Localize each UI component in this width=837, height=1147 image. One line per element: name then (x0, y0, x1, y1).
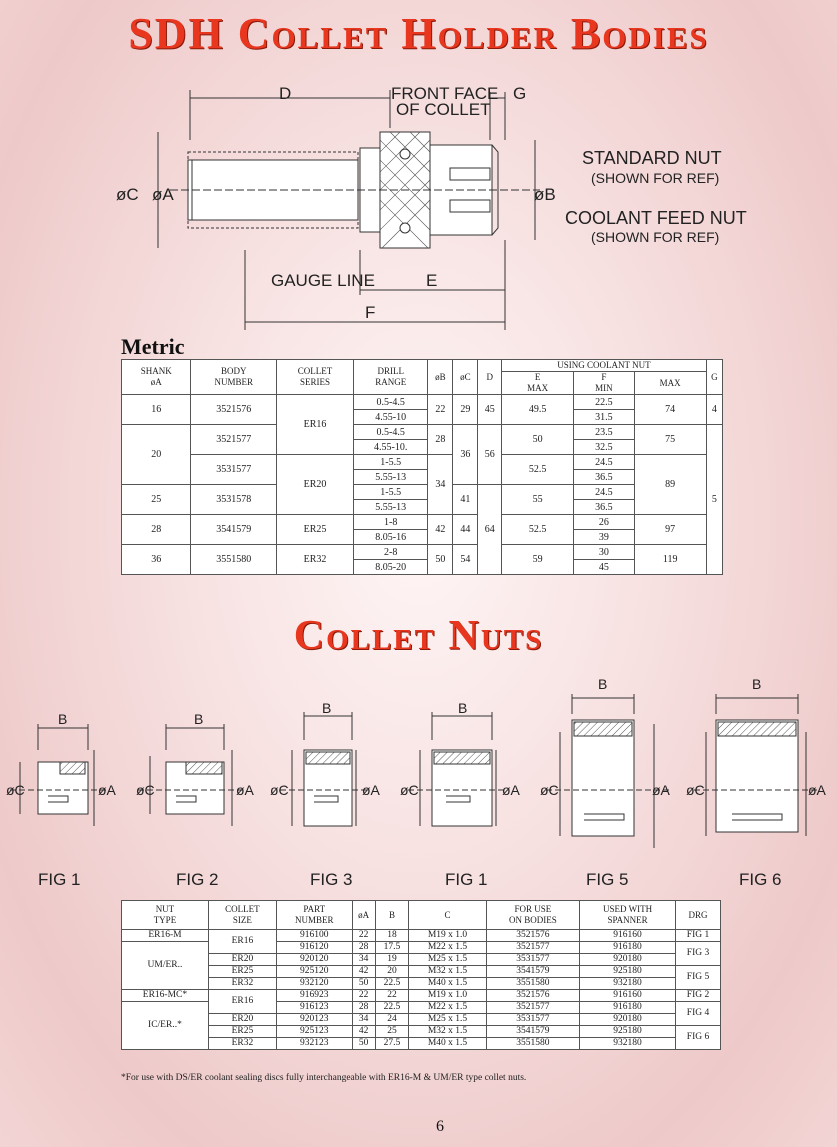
table-cell: 4.55-10. (354, 440, 428, 455)
dim-e-label: E (426, 271, 438, 290)
table-cell: 36 (453, 425, 478, 485)
table-cell: FIG 1 (676, 930, 721, 942)
fig-label: FIG 3 (310, 870, 353, 889)
table-cell: 916160 (580, 930, 676, 942)
fig-label: FIG 6 (739, 870, 782, 889)
page-title: SDH Collet Holder Bodies (128, 9, 709, 58)
table-cell: 920120 (276, 954, 352, 966)
table-cell: 20 (375, 966, 409, 978)
table-cell: 45 (574, 560, 634, 575)
table-row (122, 930, 721, 942)
table-cell: 56 (478, 425, 502, 485)
metric-table (121, 359, 723, 575)
table-cell: M25 x 1.5 (409, 1014, 486, 1026)
table-cell: ER16-MC* (122, 990, 209, 1002)
header-drg: DRG (676, 901, 721, 930)
table-cell: 3551580 (191, 545, 277, 575)
standard-nut-label: STANDARD NUT (582, 148, 722, 168)
table-cell: 52.5 (502, 515, 574, 545)
table-cell: 22 (375, 990, 409, 1002)
table-cell: FIG 6 (676, 1026, 721, 1050)
table-cell: ER32 (208, 1038, 276, 1050)
table-cell: 3541579 (486, 966, 579, 978)
table-cell: 55 (502, 485, 574, 515)
header-body: BODY NUMBER (191, 360, 277, 395)
table-cell: 932180 (580, 1038, 676, 1050)
table-cell: 5.55-13 (354, 470, 428, 485)
table-cell: 3531578 (191, 485, 277, 515)
table-cell: 932123 (276, 1038, 352, 1050)
table-cell: 34 (352, 954, 375, 966)
table-cell: 42 (352, 966, 375, 978)
section-title-nuts: Collet Nuts (293, 613, 544, 659)
table-cell: 3521576 (191, 395, 277, 425)
table-cell: 920180 (580, 1014, 676, 1026)
table-cell: M22 x 1.5 (409, 942, 486, 954)
header-c: øC (453, 360, 478, 395)
table-cell: M32 x 1.5 (409, 1026, 486, 1038)
table-cell: 925180 (580, 1026, 676, 1038)
table-cell: 22.5 (375, 978, 409, 990)
table-cell: ER20 (208, 954, 276, 966)
header-using-coolant: USING COOLANT NUT (502, 360, 706, 372)
header-b: B (375, 901, 409, 930)
table-cell: ER16 (208, 930, 276, 954)
dim-g-label: G (513, 84, 527, 103)
table-cell: 24 (375, 1014, 409, 1026)
table-cell: M40 x 1.5 (409, 1038, 486, 1050)
table-cell: 29 (453, 395, 478, 425)
header-d: D (478, 360, 502, 395)
table-cell: 925120 (276, 966, 352, 978)
table-cell: IC/ER..* (122, 1002, 209, 1050)
table-cell: 25 (375, 1026, 409, 1038)
table-cell: FIG 3 (676, 942, 721, 966)
table-cell: M19 x 1.0 (409, 990, 486, 1002)
table-cell: 1-5.5 (354, 455, 428, 470)
table-cell: 19 (375, 954, 409, 966)
nut-fig-b-label: B (58, 711, 68, 727)
metric-heading: Metric (121, 334, 185, 359)
table-cell: 17.5 (375, 942, 409, 954)
header-e: E MAX (502, 372, 574, 395)
table-cell: 28 (428, 425, 453, 455)
header-nut-type: NUT TYPE (122, 901, 209, 930)
table-cell: 3521577 (486, 1002, 579, 1014)
table-cell: ER25 (208, 966, 276, 978)
table-cell: 3531577 (191, 455, 277, 485)
header-spanner: USED WITH SPANNER (580, 901, 676, 930)
table-cell: 8.05-20 (354, 560, 428, 575)
nut-fig-c-label: øC (540, 782, 559, 798)
table-cell: 36.5 (574, 470, 634, 485)
table-row (122, 966, 721, 978)
dim-b-label: øB (534, 185, 556, 204)
table-cell: 22 (352, 990, 375, 1002)
table-cell: 50 (352, 1038, 375, 1050)
table-cell: 3521576 (486, 930, 579, 942)
table-cell: ER20 (277, 455, 354, 515)
front-face-label-2: OF COLLET (396, 100, 491, 119)
table-cell: 8.05-16 (354, 530, 428, 545)
table-cell: 31.5 (574, 410, 634, 425)
table-cell: 3531577 (486, 1014, 579, 1026)
table-cell: 20 (122, 425, 191, 485)
table-cell: 4.55-10 (354, 410, 428, 425)
table-cell: 50 (428, 545, 453, 575)
table-cell: ER32 (277, 545, 354, 575)
fig-label: FIG 5 (586, 870, 629, 889)
table-cell: 3521576 (486, 990, 579, 1002)
table-cell: 59 (502, 545, 574, 575)
table-cell: 3551580 (486, 978, 579, 990)
dim-a-label: øA (152, 185, 174, 204)
table-cell: 42 (352, 1026, 375, 1038)
fig-label: FIG 2 (176, 870, 219, 889)
nut-fig-a-label: øA (502, 782, 520, 798)
table-cell: FIG 2 (676, 990, 721, 1002)
nut-fig-b-label: B (752, 676, 762, 692)
table-cell: 28 (122, 515, 191, 545)
table-cell: FIG 5 (676, 966, 721, 990)
table-cell: 16 (122, 395, 191, 425)
table-cell: 916160 (580, 990, 676, 1002)
table-cell: 28 (352, 1002, 375, 1014)
table-row (122, 1038, 721, 1050)
table-cell: 916180 (580, 942, 676, 954)
table-cell: 44 (453, 515, 478, 545)
table-cell: M40 x 1.5 (409, 978, 486, 990)
nut-fig-b-label: B (322, 700, 332, 716)
table-row (122, 954, 721, 966)
table-row (122, 978, 721, 990)
coolant-nut-label: COOLANT FEED NUT (565, 208, 747, 228)
table-cell: 49.5 (502, 395, 574, 425)
table-cell: 41 (453, 485, 478, 515)
nut-fig-b-label: B (458, 700, 468, 716)
table-cell: 25 (122, 485, 191, 515)
header-collet-size: COLLET SIZE (208, 901, 276, 930)
nut-fig-a-label: øA (808, 782, 826, 798)
table-cell: 34 (352, 1014, 375, 1026)
table-cell: 36.5 (574, 500, 634, 515)
header-c: C (409, 901, 486, 930)
table-cell: 22 (352, 930, 375, 942)
table-cell: 1-5.5 (354, 485, 428, 500)
table-cell: 925123 (276, 1026, 352, 1038)
header-g: G (706, 360, 722, 395)
nut-fig-a-label: øA (362, 782, 380, 798)
header-drill: DRILL RANGE (354, 360, 428, 395)
table-cell: 3541579 (191, 515, 277, 545)
table-row (122, 1026, 721, 1038)
table-cell: 932120 (276, 978, 352, 990)
coolant-nut-ref: (SHOWN FOR REF) (591, 229, 720, 245)
table-cell: 22 (428, 395, 453, 425)
header-part-number: PART NUMBER (276, 901, 352, 930)
table-cell: 74 (634, 395, 706, 425)
table-cell: ER16 (208, 990, 276, 1014)
table-cell: 5 (706, 425, 722, 575)
table-cell: M19 x 1.0 (409, 930, 486, 942)
table-cell: FIG 4 (676, 1002, 721, 1026)
fig-label: FIG 1 (445, 870, 488, 889)
header-a: øA (352, 901, 375, 930)
table-cell: ER16-M (122, 930, 209, 942)
header-shank: SHANK øA (122, 360, 191, 395)
table-cell: 64 (478, 485, 502, 575)
table-cell: 916923 (276, 990, 352, 1002)
table-cell: 3521577 (191, 425, 277, 455)
table-cell: 916100 (276, 930, 352, 942)
nut-fig-c-label: øC (136, 782, 155, 798)
fig-label: FIG 1 (38, 870, 81, 889)
nut-fig-a-label: øA (98, 782, 116, 798)
table-cell: 97 (634, 515, 706, 545)
table-cell: ER16 (277, 395, 354, 455)
table-cell: 50 (502, 425, 574, 455)
nut-fig-c-label: øC (686, 782, 705, 798)
header-b: øB (428, 360, 453, 395)
table-cell: 39 (574, 530, 634, 545)
table-cell: 45 (478, 395, 502, 425)
table-cell: 22.5 (574, 395, 634, 410)
table-cell: 925180 (580, 966, 676, 978)
dim-d-label: D (279, 84, 292, 103)
nut-fig-a-label: øA (652, 782, 670, 798)
table-cell: M22 x 1.5 (409, 1002, 486, 1014)
table-cell: 52.5 (502, 455, 574, 485)
table-cell: 916180 (580, 1002, 676, 1014)
footnote: *For use with DS/ER coolant sealing discs fully interchangeable with ER16-M & UM/ER type collet nuts. (121, 1073, 527, 1083)
table-cell: UM/ER.. (122, 942, 209, 990)
nut-fig-c-label: øC (6, 782, 25, 798)
nut-fig-c-label: øC (270, 782, 289, 798)
collet-nut-figures (0, 690, 837, 870)
table-cell: ER25 (208, 1026, 276, 1038)
table-cell: ER25 (277, 515, 354, 545)
table-cell: 1-8 (354, 515, 428, 530)
header-fmin: F MIN (574, 372, 634, 395)
header-fmax: MAX (634, 372, 706, 395)
table-cell: 916120 (276, 942, 352, 954)
dim-c-label: øC (116, 185, 139, 204)
table-cell: 0.5-4.5 (354, 395, 428, 410)
table-cell: 27.5 (375, 1038, 409, 1050)
table-cell: ER32 (208, 978, 276, 990)
table-cell: 32.5 (574, 440, 634, 455)
table-row (122, 1014, 721, 1026)
nut-fig-a-label: øA (236, 782, 254, 798)
nut-fig-b-label: B (598, 676, 608, 692)
table-cell: 4 (706, 395, 722, 425)
table-cell: 26 (574, 515, 634, 530)
table-cell: 34 (428, 455, 453, 515)
standard-nut-ref: (SHOWN FOR REF) (591, 170, 720, 186)
table-cell: 24.5 (574, 455, 634, 470)
table-cell: 920180 (580, 954, 676, 966)
table-cell: 3531577 (486, 954, 579, 966)
table-cell: 30 (574, 545, 634, 560)
page-number: 6 (436, 1118, 444, 1135)
table-cell: 54 (453, 545, 478, 575)
table-cell: 5.55-13 (354, 500, 428, 515)
table-cell: 3541579 (486, 1026, 579, 1038)
table-cell: 36 (122, 545, 191, 575)
nut-fig-b-label: B (194, 711, 204, 727)
table-cell: 932180 (580, 978, 676, 990)
table-cell: 24.5 (574, 485, 634, 500)
header-collet: COLLET SERIES (277, 360, 354, 395)
table-cell: 2-8 (354, 545, 428, 560)
nut-fig-c-label: øC (400, 782, 419, 798)
table-cell: 89 (634, 455, 706, 515)
table-cell: 50 (352, 978, 375, 990)
table-cell: 23.5 (574, 425, 634, 440)
table-cell: 920123 (276, 1014, 352, 1026)
table-cell: ER20 (208, 1014, 276, 1026)
dim-f-label: F (365, 303, 376, 322)
table-cell: 75 (634, 425, 706, 455)
table-cell: 42 (428, 515, 453, 545)
table-cell: M32 x 1.5 (409, 966, 486, 978)
table-cell: 119 (634, 545, 706, 575)
table-cell: M25 x 1.5 (409, 954, 486, 966)
gauge-line-label: GAUGE LINE (271, 271, 375, 290)
table-cell: 916123 (276, 1002, 352, 1014)
table-cell: 0.5-4.5 (354, 425, 428, 440)
table-cell: 3551580 (486, 1038, 579, 1050)
table-cell: 22.5 (375, 1002, 409, 1014)
table-cell: 18 (375, 930, 409, 942)
header-for-use: FOR USE ON BODIES (486, 901, 579, 930)
table-row (122, 990, 721, 1002)
table-cell: 3521577 (486, 942, 579, 954)
table-cell: 28 (352, 942, 375, 954)
front-face-label: FRONT FACE (391, 84, 499, 103)
collet-nuts-table (121, 900, 721, 1050)
